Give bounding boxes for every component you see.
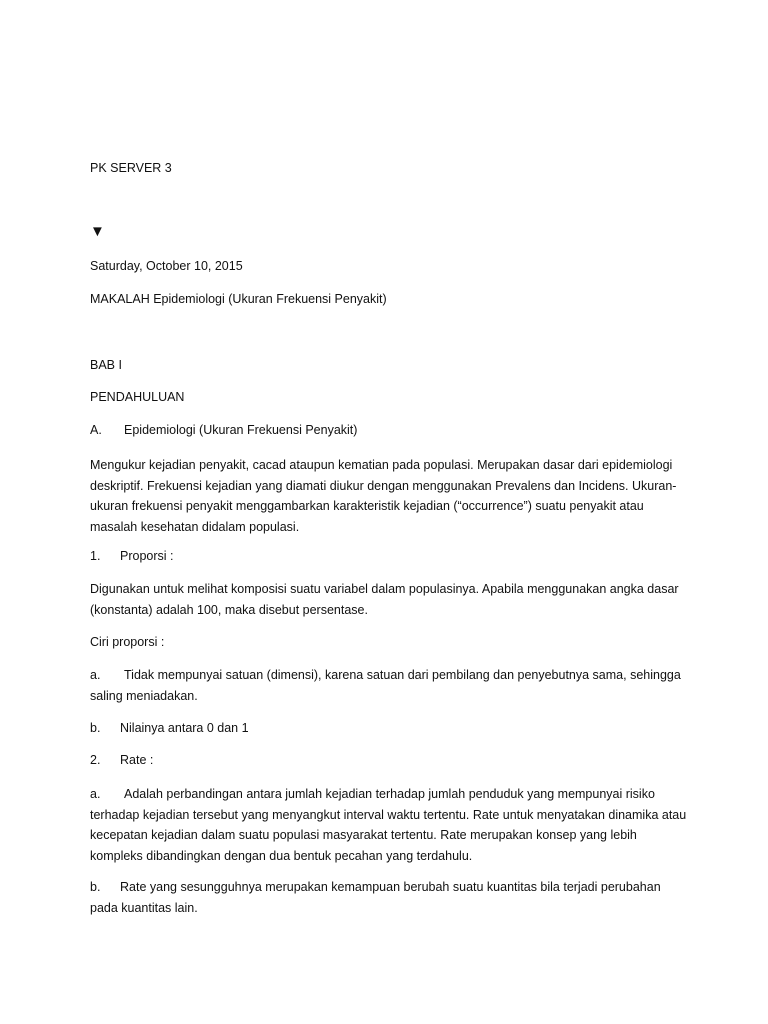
post-title[interactable]	[90, 289, 690, 310]
post-date-text: Saturday, October 10, 2015	[90, 259, 243, 273]
item-2-marker: 2.	[90, 753, 101, 767]
section-a-title: Epidemiologi (Ukuran Frekuensi Penyakit)	[124, 423, 358, 437]
rate-b-text: Rate yang sesungguhnya merupakan kemampuan berubah suatu kuantitas bila terjadi perubahan pada kuantitas lain.	[90, 880, 661, 915]
intro-paragraph-text: Mengukur kejadian penyakit, cacad ataupun kematian pada populasi. Merupakan dasar dari epidemiologi deskriptif. Frekuensi kejadian yang diamati diukur dengan menggunakan Prevalens dan Incidens. Ukuran-ukuran frekuensi penyakit menggambarkan karakteristik kejadian (“occurrence”) suatu penyakit atau masalah kesehatan didalam populasi.	[90, 458, 677, 534]
item-1-heading	[90, 546, 690, 567]
ciri-a-marker: a.	[90, 668, 101, 682]
site-title[interactable]	[90, 158, 690, 179]
proporsi-paragraph	[90, 579, 690, 620]
chapter-number	[90, 355, 690, 376]
intro-paragraph	[90, 455, 690, 537]
item-2-heading	[90, 750, 690, 771]
post-date	[90, 256, 690, 277]
item-1-title: Proporsi :	[120, 549, 174, 563]
toggle-arrow-glyph: ▼	[90, 223, 105, 240]
ciri-heading	[90, 632, 690, 653]
ciri-b-marker: b.	[90, 721, 101, 735]
ciri-heading-text: Ciri proporsi :	[90, 635, 165, 649]
site-title-text: PK SERVER 3	[90, 161, 172, 175]
item-1-marker: 1.	[90, 549, 101, 563]
rate-a-text: Adalah perbandingan antara jumlah kejadian terhadap jumlah penduduk yang mempunyai risiko terhadap kejadian tersebut yang menyangkut interval waktu tertentu. Rate untuk menyatakan dinamika atau kecepatan kejadian dalam suatu populasi masyarakat tertentu. Rate merupakan konsep yang lebih kompleks dibandingkan dengan dua bentuk pecahan yang terdahulu.	[90, 787, 687, 863]
toggle-arrow-icon[interactable]	[90, 222, 690, 243]
chapter-number-text: BAB I	[90, 358, 122, 372]
ciri-a-item	[90, 665, 690, 706]
rate-b-marker: b.	[90, 880, 101, 894]
ciri-b-text: Nilainya antara 0 dan 1	[120, 721, 249, 735]
item-2-title: Rate :	[120, 753, 154, 767]
section-a-marker: A.	[90, 423, 102, 437]
chapter-title-text: PENDAHULUAN	[90, 390, 185, 404]
proporsi-paragraph-text: Digunakan untuk melihat komposisi suatu variabel dalam populasinya. Apabila menggunakan angka dasar (konstanta) adalah 100, maka disebut persentase.	[90, 582, 679, 617]
rate-b-item	[90, 877, 690, 918]
section-a-heading	[90, 420, 690, 441]
rate-a-item	[90, 784, 690, 866]
post-title-text: MAKALAH Epidemiologi (Ukuran Frekuensi Penyakit)	[90, 292, 387, 306]
chapter-title	[90, 387, 690, 408]
ciri-a-text: Tidak mempunyai satuan (dimensi), karena satuan dari pembilang dan penyebutnya sama, sehingga saling meniadakan.	[90, 668, 681, 703]
rate-a-marker: a.	[90, 787, 101, 801]
ciri-b-item	[90, 718, 690, 739]
